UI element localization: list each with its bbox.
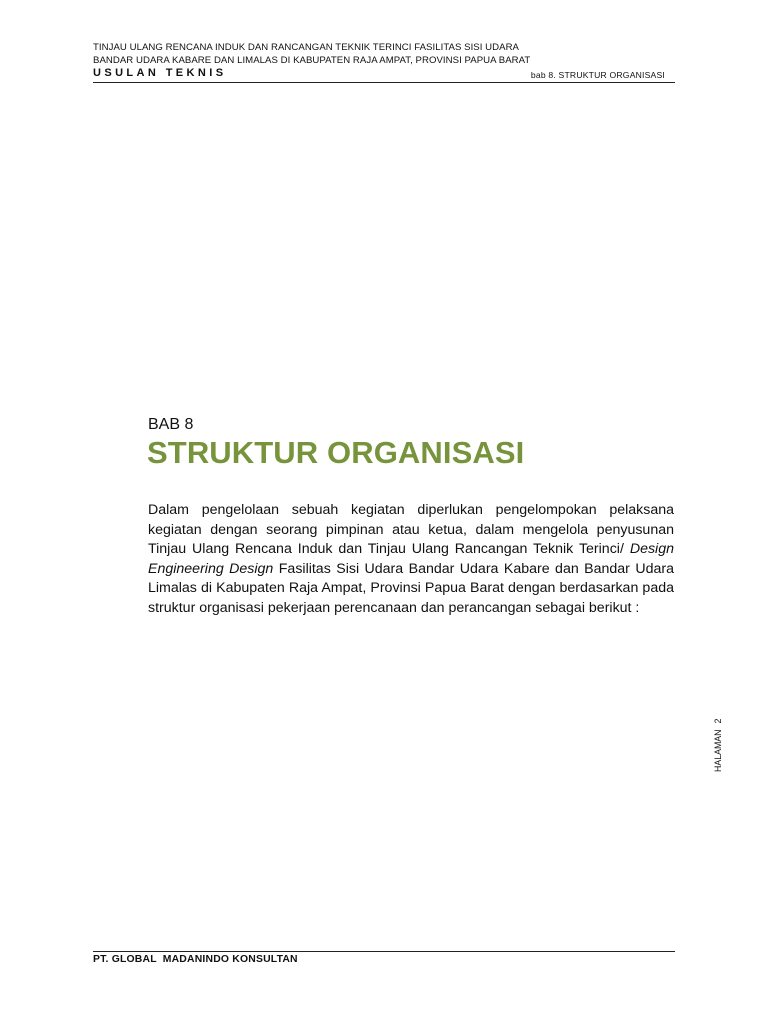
page-header bbox=[93, 42, 675, 83]
page-number-label: HALAMAN bbox=[713, 729, 723, 772]
chapter-title: STRUKTUR ORGANISASI bbox=[147, 435, 525, 470]
page-number-rotated bbox=[713, 719, 724, 772]
page-number-side bbox=[713, 710, 733, 772]
chapter-number: BAB 8 bbox=[148, 416, 194, 433]
header-chapter-label: bab 8. STRUKTUR ORGANISASI bbox=[530, 70, 665, 80]
header-project-line-2: BANDAR UDARA KABARE DAN LIMALAS DI KABUPATEN RAJA AMPAT, PROVINSI PAPUA BARAT bbox=[93, 54, 531, 66]
header-section-title: USULAN TEKNIS bbox=[93, 67, 227, 79]
footer-company-name: PT. GLOBAL MADANINDO KONSULTAN bbox=[93, 954, 298, 965]
header-section-row bbox=[93, 67, 675, 83]
page-footer bbox=[93, 951, 675, 967]
page-number-value: 2 bbox=[713, 718, 723, 724]
header-project-line-1: TINJAU ULANG RENCANA INDUK DAN RANCANGAN TEKNIK TERINCI FASILITAS SISI UDARA bbox=[93, 42, 520, 53]
intro-paragraph-part-1: Dalam pengelolaan sebuah kegiatan diperlukan pengelompokan pelaksana kegiatan dengan seorang pimpinan atau ketua, dalam mengelola penyusunan Tinjau Ulang Rencana Induk dan Tinjau Ulang Rancangan Teknik Terinci/ bbox=[148, 502, 674, 557]
intro-paragraph bbox=[148, 501, 674, 618]
intro-paragraph-italic: Design Engineering Design bbox=[148, 541, 674, 577]
intro-paragraph-part-2: Fasilitas Sisi Udara Bandar Udara Kabare dan Bandar Udara Limalas di Kabupaten Raja Ampat, Provinsi Papua Barat dengan berdasarkan pada struktur organisasi pekerjaan perencanaan dan perancangan sebagai berikut : bbox=[148, 560, 674, 616]
